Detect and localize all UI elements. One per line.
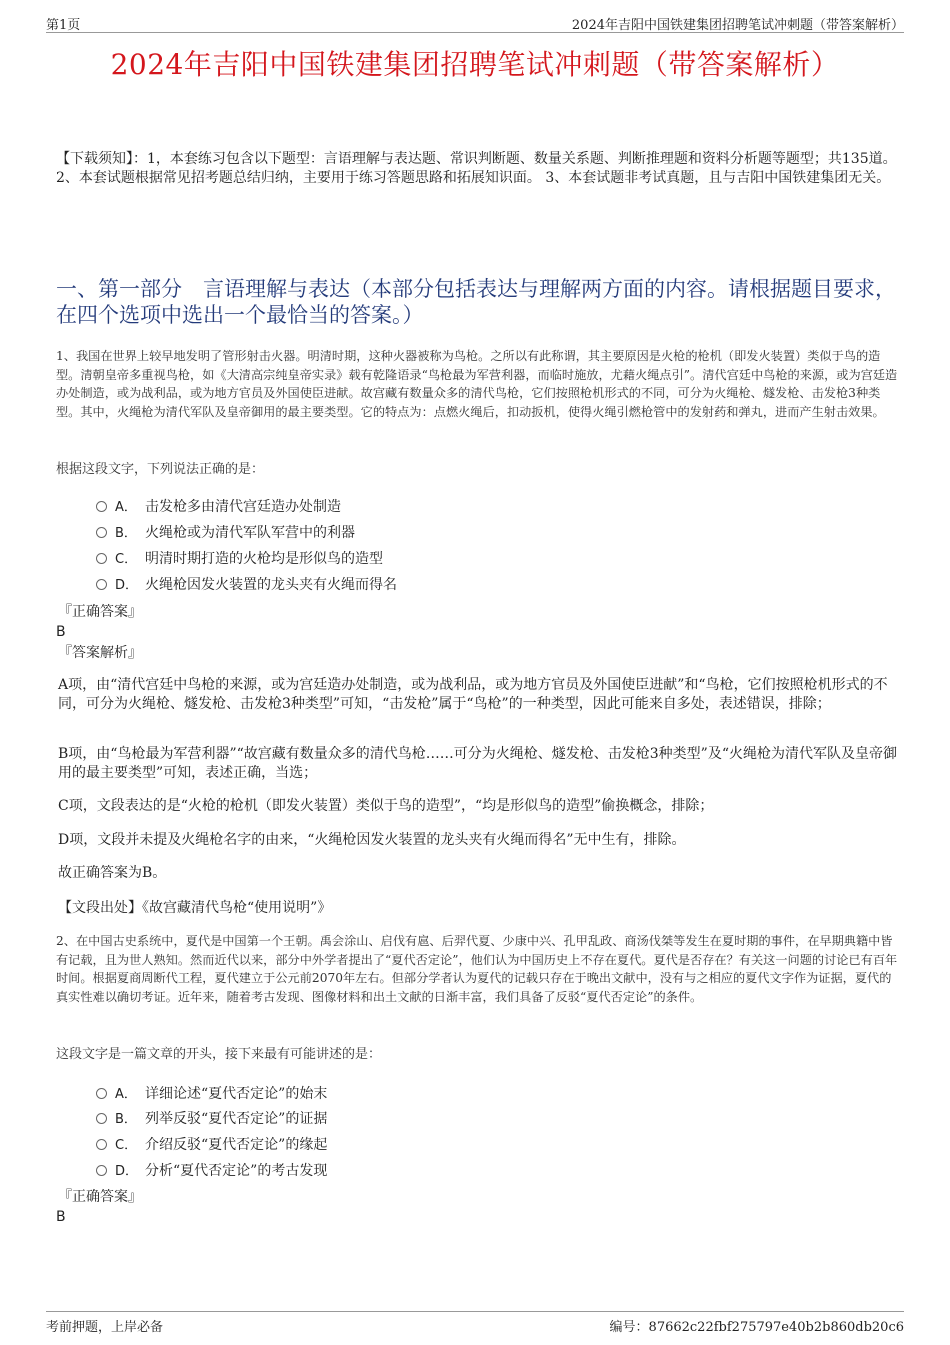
page-number: 第1页 xyxy=(46,18,81,33)
q2-answer-label: 『正确答案』 xyxy=(58,1189,142,1205)
footer-slogan: 考前押题，上岸必备 xyxy=(46,1320,164,1335)
q1-option-c[interactable]: C． 明清时期打造的火枪均是形似鸟的造型 xyxy=(96,550,383,569)
q1-source: 【文段出处】《故宫藏清代鸟枪“使用说明”》 xyxy=(58,900,332,916)
q1-analysis-conclusion: 故正确答案为B。 xyxy=(58,865,167,881)
q2-option-c[interactable]: C． 介绍反驳“夏代否定论”的缘起 xyxy=(96,1136,327,1155)
radio-icon[interactable] xyxy=(96,1139,107,1150)
q1-option-d[interactable]: D． 火绳枪因发火装置的龙头夹有火绳而得名 xyxy=(96,576,397,595)
q2-option-b[interactable]: B． 列举反驳“夏代否定论”的证据 xyxy=(96,1110,327,1129)
radio-icon[interactable] xyxy=(96,1113,107,1124)
q1-analysis-b: B项，由“鸟枪最为军营利器”“故宫藏有数量众多的清代鸟枪……可分为火绳枪、燧发枪、击发枪3种类型”及“火绳枪为清代军队及皇帝御用的最主要类型”可知，表述正确，当选； xyxy=(58,746,897,781)
q2-answer: B xyxy=(56,1209,66,1225)
page-header xyxy=(46,12,904,33)
q1-option-a[interactable]: A． 击发枪多由清代宫廷造办处制造 xyxy=(96,498,341,517)
footer-serial: 编号：87662c22fbf275797e40b2b860db20c6 xyxy=(609,1320,904,1335)
q2-passage: 2、在中国古史系统中，夏代是中国第一个王朝。禹会涂山、启伐有扈、后羿代夏、少康中兴、孔甲乱政、商汤伐桀等发生在夏时期的事件，在早期典籍中皆有记载，且为世人熟知。然而近代以来，部分中外学者提出了“夏代否定论”，他们认为中国历史上不存在夏代。夏代是否存在？有关这一问题的讨论已有百年时间。根据夏商周断代工程，夏代建立于公元前2070年左右。但部分学者认为夏代的记载只存在于晚出文献中，没有与之相应的夏代文字作为证据，夏代的真实性难以确切考证。近年来，随着考古发现、图像材料和出土文献的日渐丰富，我们具备了反驳“夏代否定论”的条件。 xyxy=(56,934,898,1004)
q1-analysis-c: C项，文段表达的是“火枪的枪机（即发火装置）类似于鸟的造型”，“均是形似鸟的造型”偷换概念，排除； xyxy=(58,798,714,814)
header-doc-title: 2024年吉阳中国铁建集团招聘笔试冲刺题（带答案解析） xyxy=(571,18,904,33)
page-footer xyxy=(46,1311,904,1335)
q1-analysis-d: D项，文段并未提及火绳枪名字的由来，“火绳枪因发火装置的龙头夹有火绳而得名”无中生有，排除。 xyxy=(58,832,686,848)
radio-icon[interactable] xyxy=(96,501,107,512)
radio-icon[interactable] xyxy=(96,1165,107,1176)
download-notice: 【下载须知】：1，本套练习包含以下题型：言语理解与表达题、常识判断题、数量关系题、判断推理题和资料分析题等题型；共135道。 2、本套试题根据常见招考题总结归纳，主要用于练习答题思路和拓展知识面。 3、本套试题非考试真题，且与吉阳中国铁建集团无关。 xyxy=(56,151,897,186)
q1-answer-label: 『正确答案』 xyxy=(58,604,142,620)
q2-option-a[interactable]: A． 详细论述“夏代否定论”的始末 xyxy=(96,1085,327,1104)
q1-analysis-label: 『答案解析』 xyxy=(58,645,142,661)
q1-answer: B xyxy=(56,624,66,640)
section-title: 一、第一部分 言语理解与表达（本部分包括表达与理解两方面的内容。请根据题目要求，在四个选项中选出一个最恰当的答案。） xyxy=(56,277,896,327)
radio-icon[interactable] xyxy=(96,553,107,564)
q1-passage: 1、我国在世界上较早地发明了管形射击火器。明清时期，这种火器被称为鸟枪。之所以有此称谓，其主要原因是火枪的枪机（即发火装置）类似于鸟的造型。清朝皇帝多重视鸟枪，如《大清高宗纯皇帝实录》载有乾隆语录“鸟枪最为军营利器，而临时施放，尤藉火绳点引”。清代宫廷中鸟枪的来源，或为宫廷造办处制造，或为战利品，或为地方官员及外国使臣进献。故宫藏有数量众多的清代鸟枪，它们按照枪机形式的不同，可分为火绳枪、燧发枪、击发枪3种类型。其中，火绳枪为清代军队及皇帝御用的最主要类型。它的特点为：点燃火绳后，扣动扳机，使得火绳引燃枪管中的发射药和弹丸，进而产生射击效果。 xyxy=(56,349,898,419)
q1-analysis-a: A项，由“清代宫廷中鸟枪的来源，或为宫廷造办处制造，或为战利品，或为地方官员及外国使臣进献”和“鸟枪，它们按照枪机形式的不同，可分为火绳枪、燧发枪、击发枪3种类型”可知，“击发枪”属于“鸟枪”的一种类型，因此可能来自多处，表述错误，排除； xyxy=(58,677,888,712)
document-title: 2024年吉阳中国铁建集团招聘笔试冲刺题（带答案解析） xyxy=(110,48,840,81)
radio-icon[interactable] xyxy=(96,527,107,538)
q2-question: 这段文字是一篇文章的开头，接下来最有可能讲述的是： xyxy=(56,1047,382,1062)
q1-question: 根据这段文字，下列说法正确的是： xyxy=(56,462,265,477)
q1-option-b[interactable]: B． 火绳枪或为清代军队军营中的利器 xyxy=(96,524,355,543)
radio-icon[interactable] xyxy=(96,1088,107,1099)
radio-icon[interactable] xyxy=(96,579,107,590)
q2-option-d[interactable]: D． 分析“夏代否定论”的考古发现 xyxy=(96,1162,327,1181)
